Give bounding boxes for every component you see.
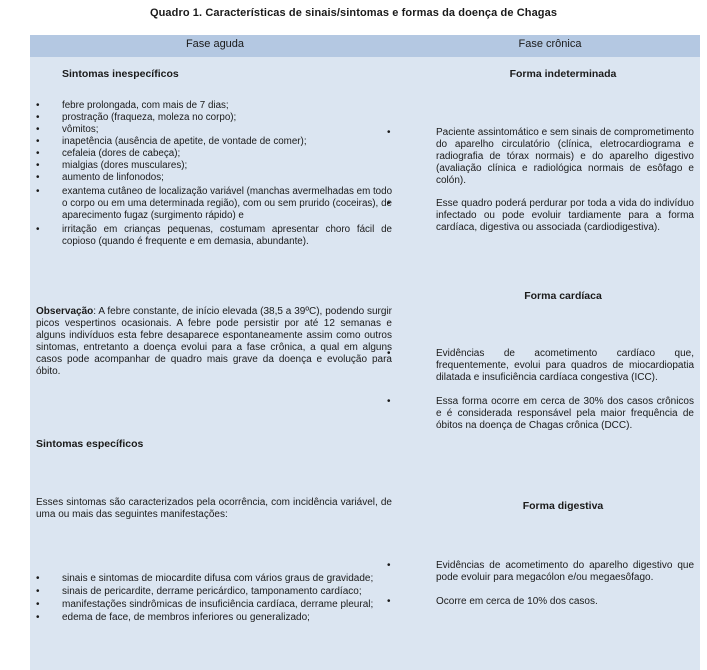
list-item: • Evidências de acometimento cardíaco que, frequentemente, evolui para quadros de miocardiopatia dilatada e insuficiência cardíaca congestiva (ICC). (410, 348, 694, 384)
list-item: • edema de face, de membros inferiores ou generalizado; (36, 612, 392, 624)
list-item: • exantema cutâneo de localização variável (manchas avermelhadas em todo o corpo ou em uma determinada região), com ou sem prurido (coceiras), de aparecimento fugaz (surgimento rápido) e (36, 186, 392, 222)
list-item: • Esse quadro poderá perdurar por toda a vida do indivíduo infectado ou pode evoluir tardiamente para a forma cardíaca, digestiva ou associada (cardiodigestiva). (410, 198, 694, 234)
subheading-indeterminate-form: Forma indeterminada (509, 68, 617, 80)
subheading-cardiac-form: Forma cardíaca (524, 290, 602, 302)
list-item: • manifestações sindrômicas de insuficiência cardíaca, derrame pleural; (36, 599, 392, 611)
list-item: • Paciente assintomático e sem sinais de comprometimento do aparelho circulatório (clínica, eletrocardiograma e radiografia de tórax normais) e do aparelho digestivo (avaliação clínica e radiológica normais de esôfago e colón). (410, 127, 694, 187)
specific-symptoms-list (36, 573, 392, 624)
list-item: • febre prolongada, com mais de 7 dias; (36, 100, 392, 112)
observation-text: : A febre constante, de início elevada (38,5 a 39ºC), podendo surgir picos vespertinos ocasionais. A febre pode persistir por até 12 semanas e alguns indivíduos esta febre desaparece espontaneamente assim como outros sintomas, entretanto a doença evolui para a fase crônica, a qual em alguns casos pode acompanhar de quadro mais grave da doença e evolução para óbito. (36, 306, 392, 377)
list-item: • inapetência (ausência de apetite, de vontade de comer); (36, 136, 392, 148)
list-item: • mialgias (dores musculares); (36, 160, 392, 172)
list-item: • Evidências de acometimento do aparelho digestivo que pode evoluir para megacólon e/ou megaesôfago. (410, 560, 694, 584)
table-header (30, 35, 700, 57)
list-item: • irritação em crianças pequenas, costumam apresentar choro fácil de copioso (quando é frequente e em demasia, abundante). (36, 224, 392, 248)
table-title: Quadro 1. Características de sinais/sintomas e formas da doença de Chagas (149, 7, 558, 19)
observation-label: Observação (36, 306, 94, 317)
indeterminate-form-list (410, 127, 694, 234)
observation-paragraph (36, 306, 392, 378)
list-item: • Ocorre em cerca de 10% dos casos. (410, 596, 694, 608)
list-item: • cefaleia (dores de cabeça); (36, 148, 392, 160)
header-chronic-phase: Fase crônica (518, 38, 582, 50)
digestive-form-list (410, 560, 694, 608)
list-item: • sinais de pericardite, derrame pericárdico, tamponamento cardíaco; (36, 586, 392, 598)
subheading-specific-symptoms: Sintomas específicos (36, 438, 144, 450)
subheading-digestive-form: Forma digestiva (522, 500, 604, 512)
nonspecific-symptoms-list (36, 100, 392, 248)
list-item: • sinais e sintomas de miocardite difusa com vários graus de gravidade; (36, 573, 392, 585)
list-item: • prostração (fraqueza, moleza no corpo); (36, 112, 392, 124)
list-item: • Essa forma ocorre em cerca de 30% dos casos crônicos e é considerada responsável pela maior frequência de óbitos na doença de Chagas crônica (DCC). (410, 396, 694, 432)
header-acute-phase: Fase aguda (185, 38, 245, 50)
specific-symptoms-intro: Esses sintomas são caracterizados pela ocorrência, com incidência variável, de uma ou mais das seguintes manifestações: (36, 497, 392, 520)
cardiac-form-list (410, 348, 694, 432)
list-item: • vômitos; (36, 124, 392, 136)
subheading-nonspecific-symptoms: Sintomas inespecíficos (62, 68, 179, 80)
list-item: • aumento de linfonodos; (36, 172, 392, 184)
